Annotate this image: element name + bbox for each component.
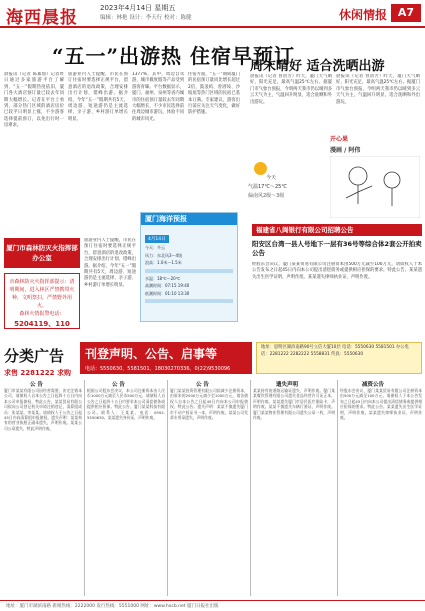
lead-col-1: 晨报讯（记者 陈素仙）记者昨日通过多家旅游平台了解到，“五一”假期热度依旧，厦门各大酒店预订量已较去年同期大幅增长。记者在平台上看到，部分热门区域的酒店房价已较平日明显上涨，不少游客选择提前预订，以免出行时一房难求。 [4,72,64,129]
notice-body: 根据公司股东会决议，本公司注册资本由人民币1000万元减至人民币500万元，请债权人自公告之日起四十五日内要求本公司清偿债务或提供相应担保。特此公告。厦门某某科技有限公司。联系人：王某某，电话：0592-5550630。某某遗失身份证，声明作废。 [87,388,165,421]
bank-recruit-bar: 福建省八闽银行有限公司招聘公告 [252,224,422,236]
issue-date: 2023年4月14日 星期五 [100,4,176,12]
cartoon-frame [330,156,420,218]
classifieds-banner-tel: 电话：5550630、5581501、18030270336、0(22)9530096 [85,366,231,372]
fire-office-banner: 厦门市森林防灭火指挥部办公室 [4,238,80,268]
marine-forecast-panel [140,212,238,322]
forecast-temp: 气温17℃～25℃ [248,184,287,190]
page-header [0,0,425,28]
weather-text-2: 晨报讯（记者 曾清芳）昨天，厦门天气晴好，阳光充足，最高气温25℃左右。据厦门市气象台预报，今明两天我市仍以晴到多云天气为主，气温回升明显，适合洗晒和外出游玩。 [336,74,420,105]
weather-headline: 周末晴好 适合洗晒出游 [250,59,385,74]
column-divider [84,380,85,596]
editor-line: 编辑：林艳 设计：李天行 校对：陈健 [100,15,192,21]
classifieds-banner-title: 刊登声明、公告、启事等 [85,347,218,361]
notice-title: 减资公告 [362,382,385,388]
forecast-day: 今天 [266,175,277,181]
notice-body: 某某持有的道路运输证遗失，声明作废。厦门某某餐饮管理有限公司遗失食品经营许可证正本，声明作废。某某遗失厦门市居民医疗保险卡，声明作废。某某不慎遗失车辆行驶证，声明作废。厦门某某物业管理有限公司遗失公章一枚，声明作废。 [253,388,335,421]
page-footer: 地址：厦门市湖滨南路 新闻热线：2222000 发行热线：5551000 网址：www.hxcb.net 厦门日报社出版 [0,600,425,611]
page-number: A7 [391,4,421,22]
marine-stripe [145,269,233,273]
cartoon-column-tag: 开心果 [330,136,349,143]
notice-body: 经股东会决议，厦门某某贸易有限公司注册资本由500万元减至100万元，请债权人于本公告发布之日起45日内向本公司提出清偿债务或提供相应担保的要求。特此公告。某某遗失出生医学证明，声明作废。某某遗失律师执业证，声明作废。 [340,388,422,421]
column-divider [337,380,338,596]
marine-forecast-title: 厦门海洋预报 [141,213,237,225]
marine-row: 浪高：1.0米～1.5米 [145,260,182,265]
classifieds-stamp: 求售 2281222 求购 [4,369,71,377]
marine-row: 低潮时间：01:10 13:30 [145,290,190,296]
marine-row: 高潮时间：07:15 19:40 [145,283,190,288]
fire-tel-number: 5204119、110 [14,320,70,328]
weather-text-1: 晨报讯（记者 曾清芳）昨天，厦门天气晴好，阳光充足，最高气温25℃左右。据厦门市气象台预报，今明两天我市仍以晴到多云天气为主，气温回升明显，适合洗晒和外出游玩。 [250,74,332,105]
lead-col-2: 旅游业内人士提醒，市民在预订住宿时要选择正规平台，留意酒店的退改政策，合理安排出行计划，错峰出游。据介绍，今年“五一”假期共有5天，周边游、短途游仍是主流选择，亲子游、乡村游订单增长明显。 [68,72,128,122]
lead-col-3: 1377%，其中，周边自驾游、城市微度假等产品受到游客青睐。平台数据显示，厦门、福州、泉州等省内城市的住宿预订量较去年同期大幅增长，不少市民选择前往周边城市游玩，体验不同的城市风光。 [132,72,184,122]
marine-row: 风力：东北风3～4级 [145,252,183,258]
marine-row: 今天：多云 [145,245,165,250]
classifieds-banner [80,342,252,374]
notice-title: 公 告 [196,382,209,388]
classifieds-title: 分类广告 [4,347,65,365]
forecast-box [248,174,318,212]
classifieds-contact: 地址：思明区湖滨南路90号立信大厦10层 电话：5550630 5581501 办公电话：2281222 2282222 5558831 传真：5550630 [256,342,422,374]
section-name: 休闲情报 [338,8,387,22]
fire-tel-label: 森林火情报警电话： [19,311,65,317]
fire-safety-box [4,273,80,329]
notice-body: 厦门某某投资管理有限公司拟减少注册资本，由原来的2000万元减少至1000万元，请各债权人自本公告之日起45日内向本公司申报债权。特此公告。遗失声明：某某不慎遗失厦门市不动产权证书一本，声明作废。某某公司发票专用章遗失，声明作废。 [170,388,248,421]
newspaper-brand: 海西晨报 [6,8,78,28]
auction-notice-body: 经股东会决议，厦门某某贸易有限公司注册资本由500万元减至100万元，请债权人于本公告发布之日起45日内向本公司提出清偿债务或提供相应担保的要求。特此公告。某某遗失出生医学证明，声明作废。某某遗失律师执业证，声明作废。 [252,262,422,280]
column-divider [250,380,251,596]
notice-title: 公 告 [112,382,125,388]
marine-stripe [145,299,233,303]
notice-title: 遗失声明 [276,382,299,388]
notice-body: 厦门市某某有限公司因经营需要，决定注销本公司，请债权人自本公告之日起四十五日内向本公司申报债权，特此公告。某某贸易有限公司拟向公司登记机关申请注销登记，清算组成员：张某某、李某某。请债权人于公告之日起45日内向清算组申报债权。遗失声明：某某持有的营业执照正副本遗失，声明作废。某某公司公章遗失，特此声明作废。 [4,388,82,431]
lead-headline: “五一”出游热 住宿早预订 [52,44,295,68]
lead-col-2-cont: 旅游业内人士提醒，市民在预订住宿时要选择正规平台，留意酒店的退改政策，合理安排出行计划，错峰出游。据介绍，今年“五一”假期共有5天，周边游、短途游仍是主流选择，亲子游、乡村游订单增长明显。 [84,238,136,288]
auction-notice-title: 阳安区台湾一县人号地下一层有36号等综合体2套公开拍卖公告 [252,240,422,257]
cartoon-credit: 漫画 / 阿伟 [330,147,361,154]
marine-forecast-date: 4月14日 [145,235,169,243]
notice-title: 公 告 [30,382,43,388]
cartoon-illustration [330,156,420,218]
marine-row: 水温：18℃～20℃ [145,275,181,281]
lead-col-4: 住宿方面，“五一”期间厦门的民宿预订量同比增长超过2倍，鼓浪屿、曾厝垵、沙坡尾等热门区域的民宿已基本订满。专家建议，游客出行前应关注天气变化，做好防护措施。 [188,72,240,116]
forecast-wind: 偏南风2级～3级 [248,193,285,199]
column-divider [167,380,168,596]
fire-safety-text: 市森林防灭火指挥部提示：清明期间，进入林区严禁携带火种，文明祭扫，严禁野外用火。 [9,279,75,309]
